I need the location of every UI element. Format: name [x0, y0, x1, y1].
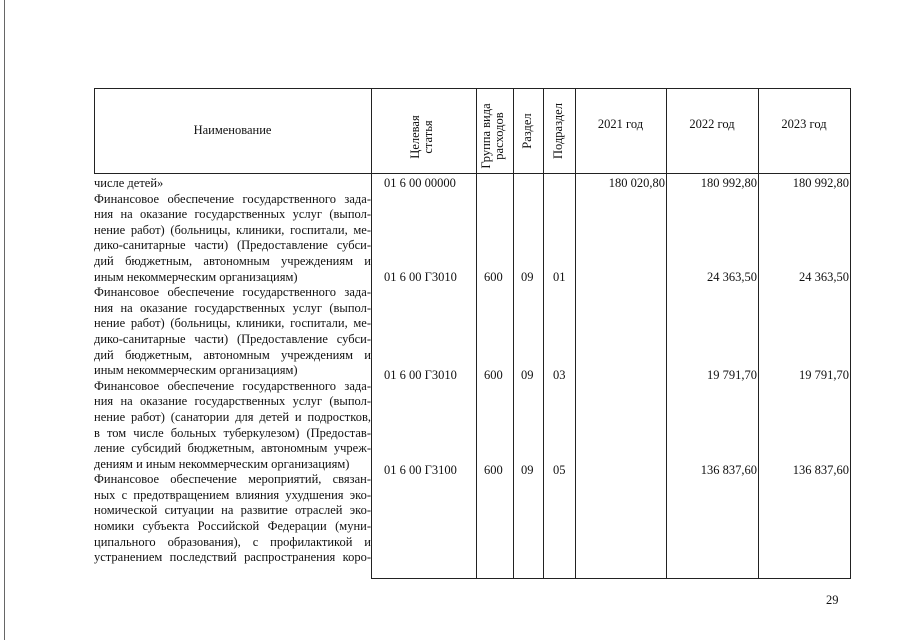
- row-2-group: 600: [484, 270, 503, 284]
- header-2023: 2023 год: [781, 117, 827, 131]
- row-3-description: [94, 285, 371, 379]
- col-divider: [850, 88, 851, 578]
- header-target-text: Целевая статья: [408, 115, 435, 159]
- row-4-subsection: 05: [553, 463, 566, 477]
- desc-line: иным некоммерческим организациям): [94, 269, 298, 284]
- row-2-2022: 24 363,50: [707, 270, 757, 284]
- row-2-section: 09: [521, 270, 534, 284]
- col-divider: [513, 88, 514, 578]
- desc-line: Финансовое обеспечение государственного зада-: [94, 378, 371, 393]
- desc-line: дий бюджетным, автономным учреждениям и: [94, 253, 371, 268]
- row-4-2022: 136 837,60: [700, 463, 757, 477]
- row-4-description: [94, 379, 371, 473]
- header-bottom-border: [94, 173, 851, 174]
- header-section-text: Раздел: [520, 113, 534, 149]
- header-group: [480, 91, 508, 181]
- desc-line: ния на оказание государственных услуг (выпол-: [94, 394, 371, 409]
- header-2022: 2022 год: [689, 117, 735, 131]
- header-section: [521, 96, 535, 166]
- row-1-description: [94, 176, 371, 192]
- desc-line: дико-санитарные части) (Предоставление субси-: [94, 331, 371, 346]
- desc-line: ление субсидий бюджетным, автономным учреж-: [94, 441, 371, 456]
- desc-line: числе детей»: [94, 176, 164, 190]
- table-bottom-border: [371, 578, 851, 579]
- header-subsection-text: Подраздел: [551, 103, 565, 159]
- row-4-group: 600: [484, 463, 503, 477]
- desc-line: ципального образования), с профилактикой и: [94, 534, 371, 549]
- col-divider: [476, 88, 477, 578]
- desc-line: Финансовое обеспечение мероприятий, связан-: [94, 472, 371, 487]
- row-4-2023: 136 837,60: [792, 463, 849, 477]
- row-3-2023: 19 791,70: [799, 368, 849, 382]
- row-2-description: [94, 192, 371, 286]
- desc-line: в том числе больных туберкулезом) (Предостав-: [94, 425, 371, 440]
- header-target: [409, 92, 437, 182]
- row-1-2023: 180 992,80: [792, 176, 849, 190]
- row-2-target: 01 6 00 Г3010: [384, 270, 457, 284]
- row-3-group: 600: [484, 368, 503, 382]
- row-1-target: 01 6 00 00000: [384, 176, 456, 190]
- desc-line: Финансовое обеспечение государственного зада-: [94, 285, 371, 300]
- col-divider: [543, 88, 544, 578]
- row-4-section: 09: [521, 463, 534, 477]
- table-top-border: [94, 88, 851, 89]
- header-subsection: [552, 96, 566, 166]
- desc-line: дий бюджетным, автономным учреждениям и: [94, 347, 371, 362]
- description-column: [94, 176, 371, 566]
- col-divider: [758, 88, 759, 578]
- desc-line: номической ситуации на развитие отраслей эко-: [94, 503, 371, 518]
- desc-line: ных с предотвращением влияния ухудшения эко-: [94, 487, 371, 502]
- desc-line: дениям и иным некоммерческим организациям): [94, 456, 350, 471]
- desc-line: нение работ) (санатории для детей и подростков,: [94, 409, 371, 424]
- page-edge-line: [4, 0, 5, 640]
- col-divider: [575, 88, 576, 578]
- row-2-2023: 24 363,50: [799, 270, 849, 284]
- col-divider: [371, 88, 372, 578]
- desc-line: устранением последствий распространения коро-: [94, 550, 371, 565]
- row-4-target: 01 6 00 Г3100: [384, 463, 457, 477]
- desc-line: ния на оказание государственных услуг (выпол-: [94, 207, 371, 222]
- desc-line: дико-санитарные части) (Предоставление субси-: [94, 238, 371, 253]
- row-5-description: [94, 472, 371, 566]
- row-3-section: 09: [521, 368, 534, 382]
- desc-line: нение работ) (больницы, клиники, госпитали, ме-: [94, 316, 371, 331]
- page-number: 29: [826, 593, 839, 607]
- col-divider: [666, 88, 667, 578]
- header-group-text: Группа вида расходов: [479, 103, 506, 169]
- desc-line: нение работ) (больницы, клиники, госпитали, ме-: [94, 222, 371, 237]
- desc-line: номики субъекта Российской Федерации (муни-: [94, 519, 371, 534]
- header-2021: 2021 год: [597, 117, 644, 131]
- desc-line: иным некоммерческим организациям): [94, 363, 298, 378]
- desc-line: Финансовое обеспечение государственного зада-: [94, 191, 371, 206]
- row-1-2022: 180 992,80: [700, 176, 757, 190]
- row-1-2021: 180 020,80: [608, 176, 665, 190]
- row-3-2022: 19 791,70: [707, 368, 757, 382]
- header-name: Наименование: [193, 123, 272, 137]
- row-3-subsection: 03: [553, 368, 566, 382]
- desc-line: ния на оказание государственных услуг (выпол-: [94, 300, 371, 315]
- row-3-target: 01 6 00 Г3010: [384, 368, 457, 382]
- row-2-subsection: 01: [553, 270, 566, 284]
